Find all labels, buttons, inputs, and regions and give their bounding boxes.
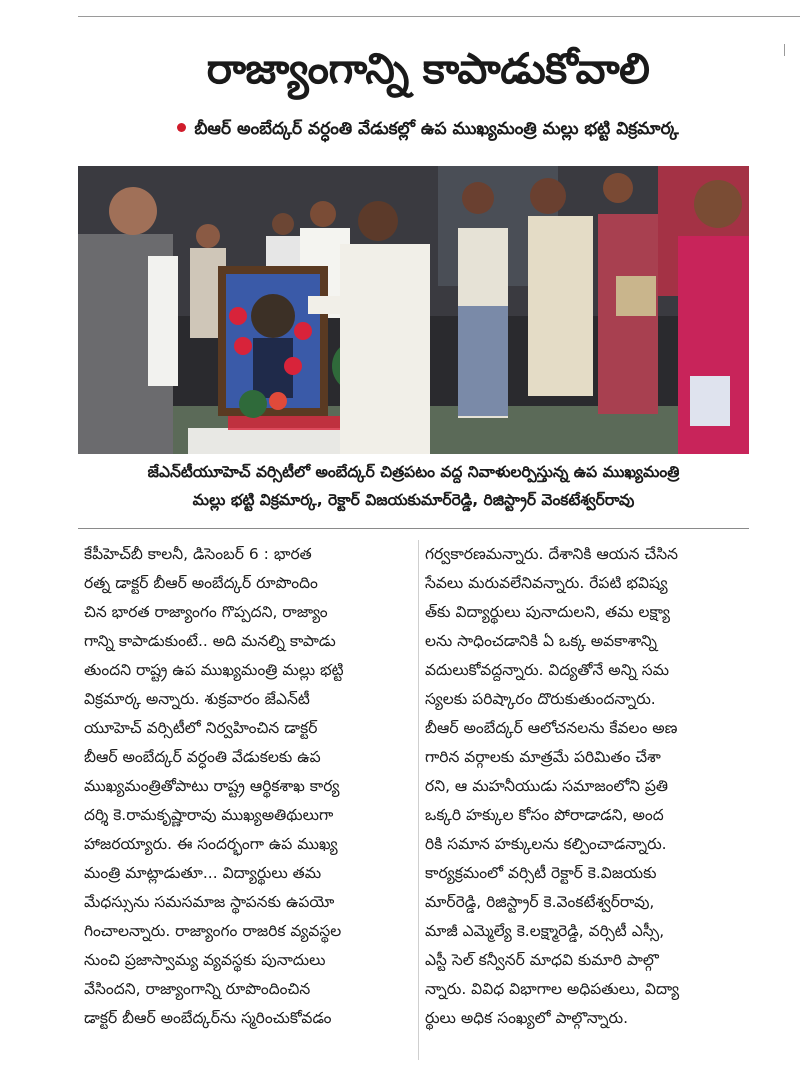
body-line: సేవలు మరువలేనివన్నారు. రేపటి భవిష్య: [425, 574, 668, 592]
body-line: దర్శి కె.రామకృష్ణారావు ముఖ్యఅతిథులుగా: [84, 806, 334, 824]
subheadline-text: బీఆర్ అంబేద్కర్ వర్ధంతి వేడుకల్లో ఉప ముఖ్యమంత్రి మల్లు భట్టి విక్రమార్క: [194, 119, 679, 139]
body-line: వేసిందని, రాజ్యాంగాన్ని రూపొందించిన: [84, 980, 311, 998]
body-line: మార్‌రెడ్డి, రిజిస్ట్రార్ కె.వెంకటేశ్వర్‌రావు,: [425, 893, 655, 911]
article-column-right: [425, 540, 745, 1033]
body-line: బీఆర్ అంబేద్కర్ వర్ధంతి వేడుకలకు ఉప: [84, 748, 321, 766]
caption-line: జేఎన్‌టీయూహెచ్ వర్సిటీలో అంబేద్కర్ చిత్రపటం వద్ద నివాళులర్పిస్తున్న ఉప ముఖ్యమంత్రి: [147, 463, 680, 481]
body-line: వదులుకోవద్దన్నారు. విద్యతోనే అన్ని సమ: [425, 661, 670, 679]
top-rule: [78, 16, 800, 17]
side-rule: [784, 44, 785, 56]
body-line: రత్న డాక్టర్ బీఆర్ అంబేద్కర్ రూపొందిం: [84, 574, 318, 592]
caption-line: మల్లు భట్టి విక్రమార్క, రెక్టార్ విజయకుమార్‌రెడ్డి, రిజిస్ట్రార్ వెంకటేశ్వర్‌రావు: [192, 491, 635, 509]
body-line: హాజరయ్యారు. ఈ సందర్భంగా ఉప ముఖ్య: [84, 835, 338, 853]
body-line: ర్థులు అధిక సంఖ్యలో పాల్గొన్నారు.: [425, 1009, 629, 1027]
caption-divider: [78, 528, 749, 529]
body-line: చిన భారత రాజ్యాంగం గొప్పదని, రాజ్యాం: [84, 603, 328, 621]
subheadline: [78, 114, 778, 144]
body-line: ముఖ్యమంత్రితోపాటు రాష్ట్ర ఆర్థికశాఖ కార్య: [84, 777, 340, 795]
body-line: లను సాధించడానికి ఏ ఒక్క అవకాశాన్ని: [425, 632, 657, 650]
body-line: స్యలకు పరిష్కారం దొరుకుతుందన్నారు.: [425, 690, 656, 708]
body-line: రికి సమాన హక్కులను కల్పించాడన్నారు.: [425, 835, 667, 853]
news-photo: [78, 166, 749, 454]
body-line: నుంచి ప్రజాస్వామ్య వ్యవస్థకు పునాదులు: [84, 951, 326, 969]
body-line: రని, ఆ మహనీయుడు సమాజంలోని ప్రతి: [425, 777, 669, 795]
body-line: కేపీహెచ్‌బీ కాలనీ, డిసెంబర్ 6 : భారత: [84, 545, 312, 563]
body-line: గించాలన్నారు. రాజ్యాంగం రాజరిక వ్యవస్థల: [84, 922, 342, 940]
photo-caption: [78, 458, 749, 514]
body-line: గర్వకారణమన్నారు. దేశానికి ఆయన చేసిన: [425, 545, 679, 563]
body-line: విక్రమార్క అన్నారు. శుక్రవారం జేఎన్‌టీ: [84, 690, 310, 708]
body-line: న్నారు. వివిధ విభాగాల అధిపతులు, విద్యా: [425, 980, 680, 998]
body-line: త్‌కు విద్యార్థులు పునాదులని, తమ లక్ష్యా: [425, 603, 671, 621]
column-divider: [418, 540, 419, 1060]
body-line: మేధస్సును సమసమాజ స్థాపనకు ఉపయో: [84, 893, 335, 911]
body-line: ఎస్టీ సెల్ కన్వీనర్ మాధవి కుమారి పాల్గొ: [425, 951, 659, 969]
body-line: ఒక్కరి హక్కుల కోసం పోరాడాడని, అంద: [425, 806, 664, 824]
body-line: బీఆర్ అంబేద్కర్ ఆలోచనలను కేవలం అణ: [425, 719, 678, 737]
headline: రాజ్యాంగాన్ని కాపాడుకోవాలి: [206, 44, 650, 93]
article-column-left: [84, 540, 414, 1033]
body-line: గారిన వర్గాలకు మాత్రమే పరిమితం చేశా: [425, 748, 661, 766]
body-line: యూహెచ్ వర్సిటీలో నిర్వహించిన డాక్టర్: [84, 719, 318, 737]
body-line: మంత్రి మాట్లాడుతూ... విద్యార్థులు తమ: [84, 864, 322, 882]
body-line: మాజీ ఎమ్మెల్యే కె.లక్ష్మారెడ్డి, వర్సిటీ ఎస్సీ,: [425, 922, 665, 940]
body-line: కార్యక్రమంలో వర్సిటీ రెక్టార్ కె.విజయకు: [425, 864, 657, 882]
body-line: గాన్ని కాపాడుకుంటే.. అది మనల్ని కాపాడు: [84, 632, 336, 650]
body-line: తుందని రాష్ట్ర ఉప ముఖ్యమంత్రి మల్లు భట్టి: [84, 661, 344, 679]
red-bullet-icon: [177, 123, 186, 132]
body-line: డాక్టర్ బీఆర్ అంబేద్కర్‌ను స్మరించుకోవడం: [84, 1009, 332, 1027]
